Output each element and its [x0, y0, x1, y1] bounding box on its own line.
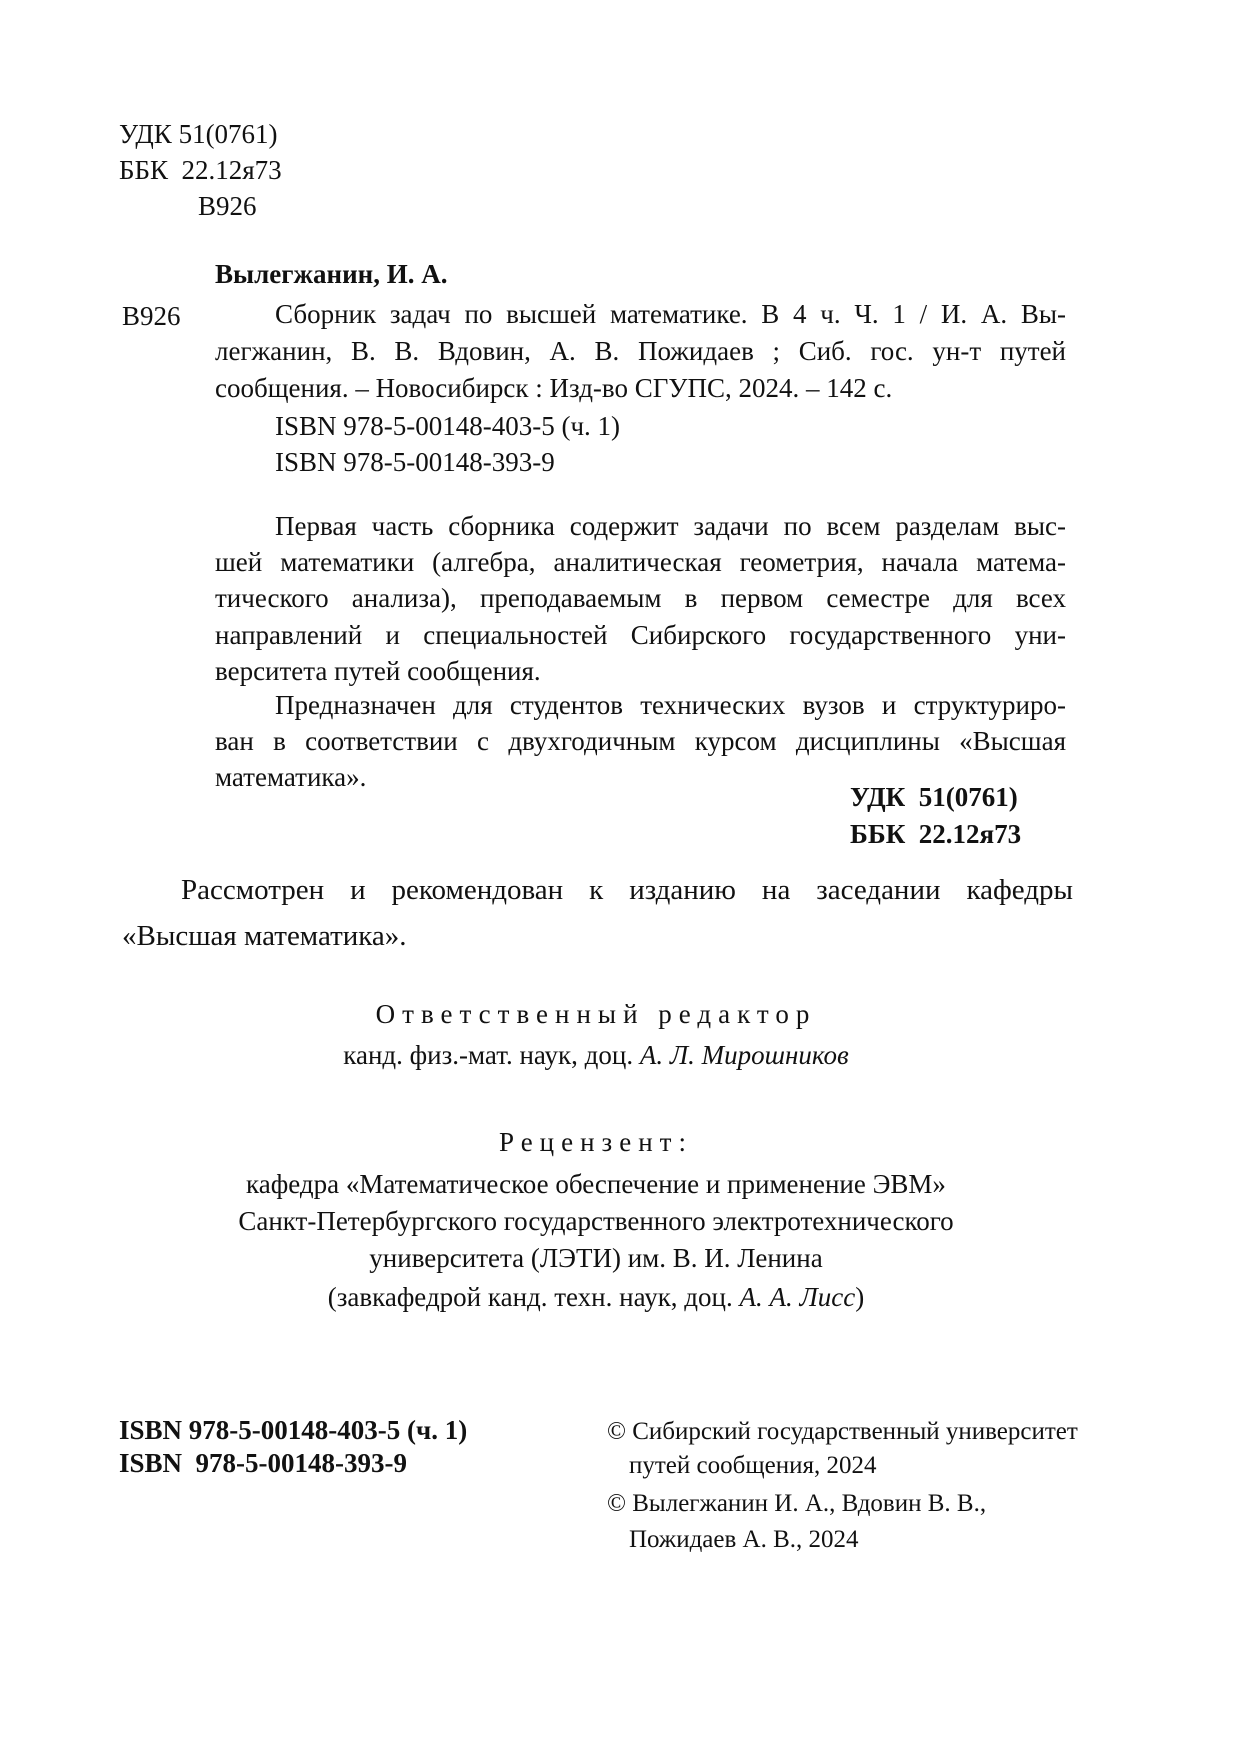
reviewer-heading: Рецензент: [499, 1127, 693, 1157]
reviewer-head-name: А. А. Лисс [739, 1282, 856, 1312]
reviewer-line: Санкт-Петербургского государственного электротехнического [238, 1206, 954, 1236]
editor-info [119, 1039, 1073, 1071]
footer-isbn: ISBN 978-5-00148-403-5 (ч. 1) [119, 1415, 468, 1445]
bbk-code: ББК 22.12я73 [119, 155, 282, 185]
record-line: сообщения. – Новосибирск : Изд-во СГУПС, 2024. – 142 с. [215, 373, 893, 403]
reviewer-line: университета (ЛЭТИ) им. В. И. Ленина [369, 1243, 823, 1273]
abstract-bbk: ББК 22.12я73 [850, 819, 1022, 849]
reviewer-line: кафедра «Математическое обеспечение и применение ЭВМ» [246, 1169, 946, 1199]
editor-name: А. Л. Мирошников [639, 1040, 849, 1070]
approval-line: Рассмотрен и рекомендован к изданию на заседании кафедры [181, 874, 1073, 906]
abstract-line: направлений и специальностей Сибирского государственного уни- [215, 620, 1066, 650]
author-sign: В926 [198, 191, 257, 221]
record-isbn: ISBN 978-5-00148-403-5 (ч. 1) [275, 411, 621, 441]
approval-line: «Высшая математика». [122, 920, 407, 952]
udk-code: УДК 51(0761) [119, 119, 278, 149]
record-isbn: ISBN 978-5-00148-393-9 [275, 447, 555, 477]
abstract-line: Первая часть сборника содержит задачи по всем разделам выс- [275, 511, 1066, 541]
editor-heading: Ответственный редактор [375, 999, 817, 1029]
copyright-line: © Сибирский государственный университет [607, 1418, 1078, 1445]
abstract-line: математика». [215, 762, 367, 792]
abstract-line: шей математики (алгебра, аналитическая геометрия, начала матема- [215, 547, 1066, 577]
footer-isbn: ISBN 978-5-00148-393-9 [119, 1448, 407, 1478]
reviewer-head [119, 1281, 1073, 1313]
abstract-line: ван в соответствии с двухгодичным курсом дисциплины «Высшая [215, 726, 1066, 756]
abstract-udk: УДК 51(0761) [850, 782, 1018, 812]
reviewer-head-title: (завкафедрой канд. техн. наук, доц. [327, 1282, 740, 1312]
copyright-line: Пожидаев А. В., 2024 [629, 1526, 859, 1553]
abstract-line: тического анализа), преподаваемым в первом семестре для всех [215, 583, 1066, 613]
record-line: Сборник задач по высшей математике. В 4 ч. Ч. 1 / И. А. Вы- [275, 299, 1066, 329]
abstract-line: верситета путей сообщения. [215, 656, 541, 686]
reviewer-head-suffix: ) [855, 1282, 865, 1312]
copyright-line: путей сообщения, 2024 [629, 1452, 877, 1479]
record-author: Вылегжанин, И. А. [215, 259, 448, 289]
copyright-line: © Вылегжанин И. А., Вдовин В. В., [607, 1490, 987, 1517]
record-code: В926 [122, 301, 181, 331]
abstract-line: Предназначен для студентов технических вузов и структуриро- [275, 690, 1066, 720]
record-line: легжанин, В. В. Вдовин, А. В. Пожидаев ; Сиб. гос. ун-т путей [215, 336, 1066, 366]
editor-title: канд. физ.-мат. наук, доц. [343, 1040, 640, 1070]
